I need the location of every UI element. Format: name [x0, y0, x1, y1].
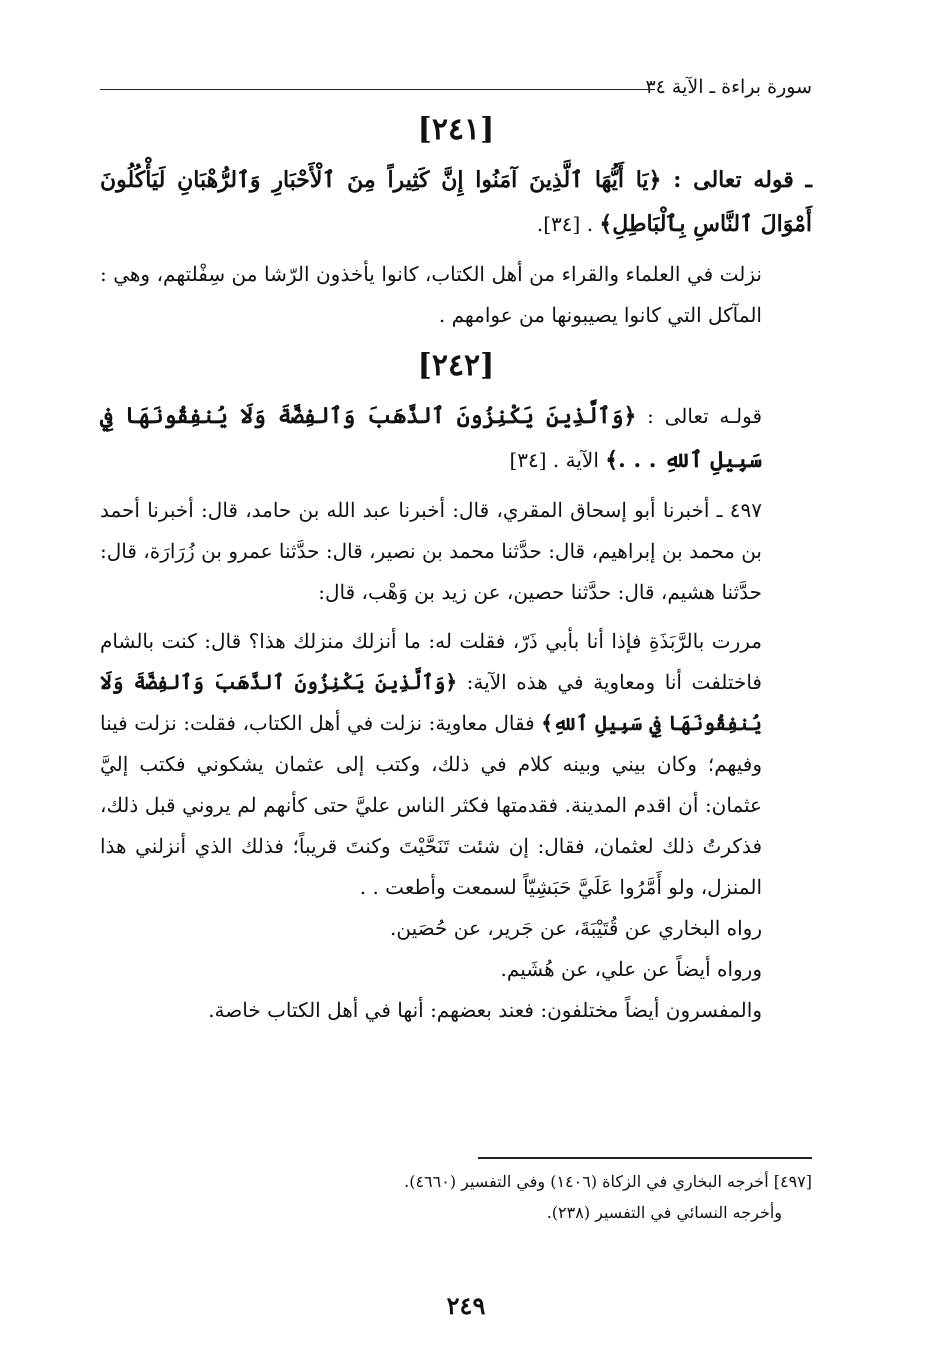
hadith-text-part-1: مررت بالرَّبَذَةِ فإذا أنا بأبي ذَرّ، فقلت له: ما أنزلك منزلك هذا؟ قال: كنت بالشام فاختلفت أنا ومعاوية في هذه الآية: [100, 629, 762, 694]
verse-paragraph-241 [100, 158, 812, 246]
quranic-verse: ﴿يَا أَيُّهَا ٱلَّذِينَ آمَنُوا إِنَّ كَثِيراً مِنَ ٱلْأَحْبَارِ وَٱلرُّهْبَانِ لَيَأْكُلُونَ أَمْوَالَ ٱلنَّاسِ بِٱلْبَاطِلِ﴾ [100, 167, 812, 237]
narration-line-1: رواه البخاري عن قُتَيْبَةَ، عن جَرير، عن حُصَين. [390, 916, 762, 940]
hadith-body [100, 621, 812, 908]
main-text [100, 108, 812, 1031]
verse-intro: قولـه تعالى : [636, 404, 762, 428]
hadith-quranic-verse: ﴿وَٱلَّذِينَ يَكْنِزُونَ ٱلذَّهَبَ وَٱلفِضَّةَ وَلَا يُنفِقُونَهَا فِي سَبِيلِ ٱللهِ﴾ [100, 670, 762, 735]
verse-paragraph-242 [100, 394, 812, 482]
footnote-rule [478, 1157, 812, 1159]
footnote-2: وأخرجه النسائي في التفسير (٢٣٨). [546, 1203, 782, 1222]
narration-line-3: والمفسرون أيضاً مختلفون: فعند بعضهم: أنها في أهل الكتاب خاصة. [208, 998, 762, 1022]
section-number-242: [٢٤٢] [417, 348, 495, 383]
running-title: سورة براءة ـ الآية ٣٤ [645, 76, 812, 98]
hadith-isnad: ٤٩٧ ـ أخبرنا أبو إسحاق المقري، قال: أخبرنا عبد الله بن حامد، قال: أخبرنا أحمد بن محمد بن إبراهيم، قال: حدَّثنا محمد بن نصير، قال: حدَّثنا عمرو بن زُرَارَة، قال: حدَّثنا هشيم، قال: حدَّثنا حصين، عن زيد بن وَهْب، قال: [100, 498, 762, 604]
section-number-241: [٢٤١] [417, 112, 495, 147]
footnotes [100, 1166, 812, 1228]
quranic-verse: ﴿وَٱلَّذِينَ يَكْنِزُونَ ٱلذَّهَبَ وَٱلفِضَّةَ وَلَا يُنفِقُونَهَا فِي سَبِيلِ ٱللهِ . . .﴾ [100, 403, 762, 473]
hadith-text-part-2: فقال معاوية: نزلت في أهل الكتاب، فقلت: نزلت فينا وفيهم؛ وكان بيني وبينه كلام في ذلك، وكتب إلى عثمان يشكوني فكتب إليَّ عثمان: أن اقدم المدينة. فقدمتها فكثر الناس عليَّ حتى كأنهم لم يروني قبل ذلك، فذكرتُ ذلك لعثمان، فقال: إن شئت تَنَحَّيْتَ وكنتَ قريباً؛ فذلك الذي أنزلني هذا المنزل، ولو أَمَّرُوا عَلَيَّ حَبَشِيّاً لسمعت وأطعت . . [100, 711, 762, 899]
narration-line-2: ورواه أيضاً عن علي، عن هُشَيم. [500, 957, 762, 981]
header-rule [100, 89, 655, 90]
footnote-1: [٤٩٧] أخرجه البخاري في الزكاة (١٤٠٦) وفي التفسير (٤٦٦٠). [404, 1172, 812, 1191]
verse-reference: الآية . [٣٤] [509, 448, 606, 472]
verse-reference: . [٣٤]. [536, 212, 600, 236]
commentary-paragraph: نزلت في العلماء والقراء من أهل الكتاب، كانوا يأخذون الرّشا من سِفْلتهم، وهي : المآكل التي كانوا يصيبونها من عوامهم . [100, 262, 762, 327]
verse-intro: ـ قوله تعالى : [661, 167, 813, 193]
running-header [100, 72, 812, 102]
page-number: ٢٤٩ [446, 1291, 486, 1320]
